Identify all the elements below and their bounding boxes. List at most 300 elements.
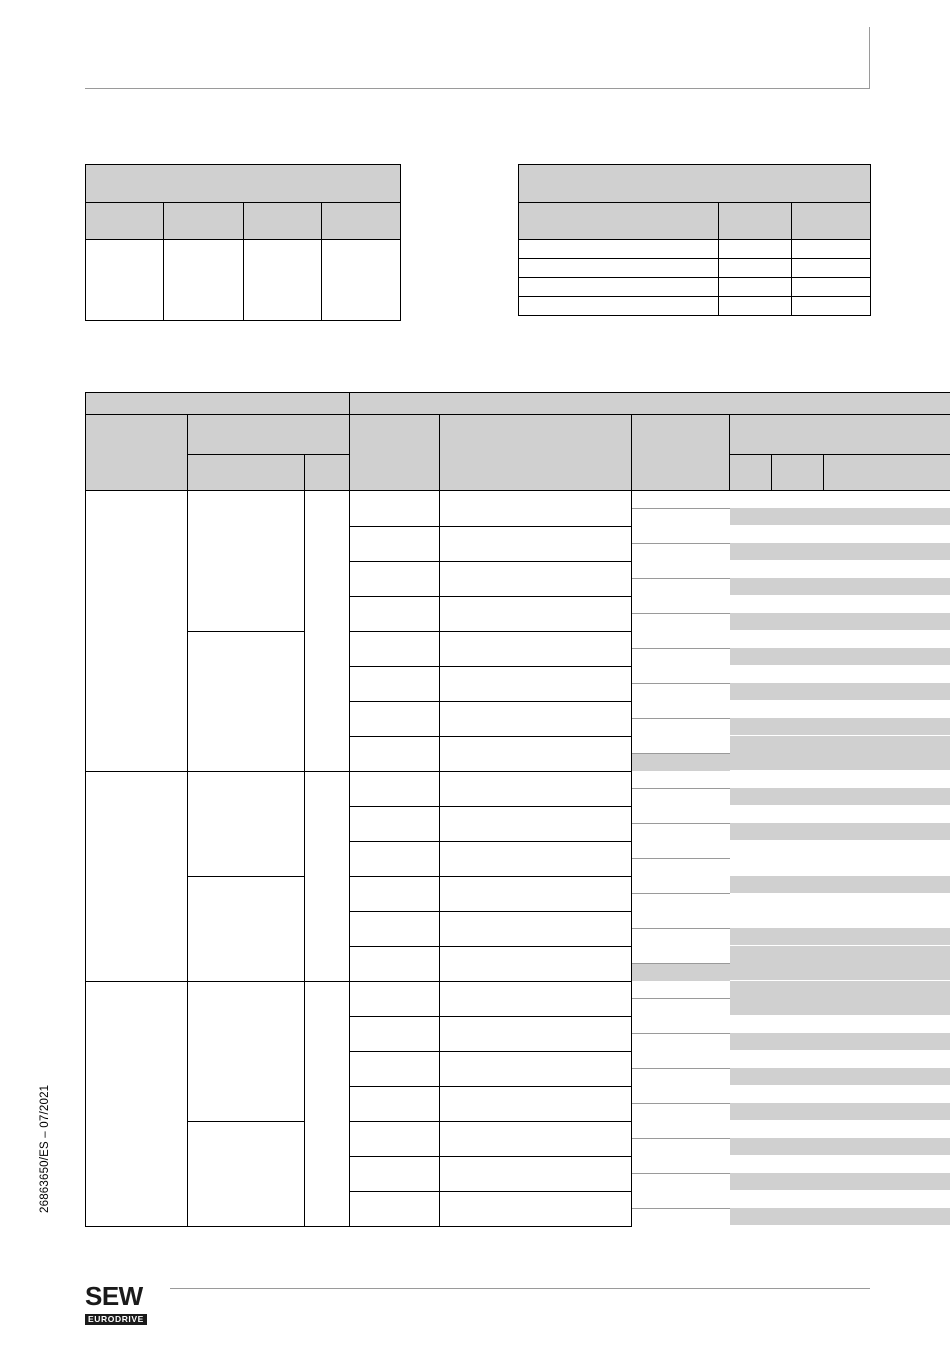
table-cell xyxy=(440,1156,632,1191)
table-cell xyxy=(350,946,440,981)
table-subcell xyxy=(632,841,730,859)
table-subcell-group xyxy=(632,806,730,841)
table-subcell xyxy=(730,928,772,945)
table-subcell xyxy=(730,1051,772,1068)
table-row xyxy=(86,203,401,240)
table-subcell xyxy=(730,491,772,508)
table-subcell-group xyxy=(730,1051,772,1086)
column-header xyxy=(519,203,719,240)
table-subcell xyxy=(824,1086,950,1103)
table-subcell xyxy=(632,946,730,964)
table-subcell xyxy=(632,666,730,684)
table-subcell-group xyxy=(730,666,772,701)
header-vertical-rule xyxy=(869,27,870,89)
table-subcell xyxy=(632,981,730,999)
table-subcell xyxy=(730,648,772,665)
table-subcell xyxy=(730,526,772,543)
table-subcell-group xyxy=(772,526,824,561)
table-subcell xyxy=(730,736,772,753)
table-subcell xyxy=(632,999,730,1016)
table-subcell-group xyxy=(824,876,950,911)
table-cell xyxy=(440,1121,632,1156)
table-subcell xyxy=(824,578,950,595)
table-subcell-group xyxy=(730,1191,772,1226)
table-subcell xyxy=(824,858,950,875)
table-subcell xyxy=(730,1208,772,1225)
column-header xyxy=(244,203,322,240)
table-subcell-group xyxy=(632,1191,730,1226)
table-row xyxy=(86,771,950,806)
table-row xyxy=(86,415,950,455)
table-subcell xyxy=(772,561,824,578)
column-header xyxy=(188,415,350,455)
table-subcell-group xyxy=(632,876,730,911)
table-row xyxy=(86,981,950,1016)
table-cell xyxy=(440,1191,632,1226)
table-cell xyxy=(440,561,632,596)
column-header xyxy=(322,203,401,240)
table-cell xyxy=(440,631,632,666)
table-subcell xyxy=(772,753,824,770)
table-subcell xyxy=(730,1068,772,1085)
table-cell xyxy=(86,771,188,981)
table-subcell-group xyxy=(824,1086,950,1121)
table-subcell xyxy=(730,1156,772,1173)
table-subcell-group xyxy=(730,631,772,666)
table-subcell-group xyxy=(632,561,730,596)
table-subcell-group xyxy=(730,1121,772,1156)
top-right-data-table xyxy=(518,164,871,316)
table-subcell-group xyxy=(632,981,730,1016)
table-subcell-group xyxy=(632,1086,730,1121)
table-subcell-group xyxy=(772,841,824,876)
logo-wordmark: SEW xyxy=(85,1281,143,1311)
table-subcell xyxy=(632,894,730,911)
table-subcell-group xyxy=(772,806,824,841)
table-subcell-group xyxy=(772,771,824,806)
table-subcell xyxy=(730,946,772,963)
table-subcell-group xyxy=(772,596,824,631)
table-subcell xyxy=(772,648,824,665)
table-cell xyxy=(350,561,440,596)
table-subcell xyxy=(632,1034,730,1051)
table-subcell xyxy=(632,1069,730,1086)
table-cell xyxy=(86,981,188,1226)
table-subcell xyxy=(772,963,824,980)
table-subcell xyxy=(730,701,772,718)
table-cell xyxy=(350,981,440,1016)
column-header xyxy=(305,455,350,491)
table-subcell xyxy=(730,858,772,875)
table-subcell xyxy=(730,841,772,858)
table-subcell-group xyxy=(824,666,950,701)
table-subcell-group xyxy=(730,806,772,841)
table-subcell-group xyxy=(824,771,950,806)
table-row xyxy=(86,876,950,911)
table-title-cell xyxy=(86,165,401,203)
table-subcell xyxy=(632,561,730,579)
table-cell xyxy=(792,240,871,259)
table-subcell xyxy=(632,596,730,614)
column-header xyxy=(440,415,632,491)
table-cell xyxy=(86,491,188,772)
table-row xyxy=(86,165,401,203)
table-subcell xyxy=(772,893,824,910)
table-subcell-group xyxy=(730,1086,772,1121)
table-subcell-group xyxy=(730,1016,772,1051)
table-cell xyxy=(440,736,632,771)
table-cell xyxy=(350,911,440,946)
table-subcell xyxy=(730,1103,772,1120)
table-subcell xyxy=(730,753,772,770)
table-subcell xyxy=(632,684,730,701)
table-subcell-group xyxy=(632,526,730,561)
table-subcell xyxy=(772,1121,824,1138)
table-subcell xyxy=(632,1086,730,1104)
table-subcell xyxy=(772,526,824,543)
table-subcell xyxy=(824,1051,950,1068)
logo-subtitle: EURODRIVE xyxy=(85,1314,147,1325)
table-subcell xyxy=(824,963,950,980)
table-cell xyxy=(350,596,440,631)
table-subcell-group xyxy=(824,491,950,527)
table-subcell-group xyxy=(632,701,730,736)
table-subcell xyxy=(772,1068,824,1085)
table-cell xyxy=(792,259,871,278)
table-subcell xyxy=(632,614,730,631)
table-row xyxy=(519,297,871,316)
table-subcell xyxy=(632,631,730,649)
table-subcell xyxy=(632,911,730,929)
table-subcell xyxy=(824,648,950,665)
table-subcell-group xyxy=(730,736,772,771)
table-subcell xyxy=(772,578,824,595)
table-subcell-group xyxy=(632,1016,730,1051)
table-subcell-group xyxy=(730,876,772,911)
table-subcell xyxy=(824,596,950,613)
table-subcell xyxy=(730,561,772,578)
table-subcell-group xyxy=(632,631,730,666)
table-cell xyxy=(188,981,305,1121)
table-cell xyxy=(440,981,632,1016)
table-subcell xyxy=(824,1208,950,1225)
table-subcell-group xyxy=(824,981,950,1016)
table-subcell xyxy=(772,788,824,805)
table-subcell xyxy=(772,1138,824,1155)
table-subcell xyxy=(772,806,824,823)
table-subcell xyxy=(730,1173,772,1190)
table-subcell-group xyxy=(824,1051,950,1086)
table-subcell-group xyxy=(824,561,950,596)
table-cell xyxy=(719,278,792,297)
table-cell xyxy=(350,876,440,911)
table-cell xyxy=(350,841,440,876)
table-subcell xyxy=(730,911,772,928)
table-subcell xyxy=(772,858,824,875)
table-cell xyxy=(440,701,632,736)
table-subcell xyxy=(772,876,824,893)
table-subcell-group xyxy=(772,561,824,596)
table-subcell-group xyxy=(730,911,772,946)
column-header xyxy=(792,203,871,240)
table-subcell-group xyxy=(730,526,772,561)
table-subcell xyxy=(772,1156,824,1173)
table-subcell-group xyxy=(632,911,730,946)
table-subcell xyxy=(632,824,730,841)
table-subcell xyxy=(824,841,950,858)
table-cell xyxy=(188,1121,305,1226)
table-subcell-group xyxy=(772,1051,824,1086)
table-cell xyxy=(440,666,632,701)
table-row xyxy=(86,491,950,527)
table-subcell xyxy=(772,1103,824,1120)
table-cell xyxy=(440,946,632,981)
table-subcell xyxy=(824,508,950,525)
table-subcell xyxy=(772,613,824,630)
table-subcell xyxy=(772,911,824,928)
table-subcell xyxy=(824,753,950,770)
table-subcell xyxy=(632,701,730,719)
table-subcell-group xyxy=(632,771,730,806)
table-subcell-group xyxy=(824,1121,950,1156)
table-cell xyxy=(719,259,792,278)
table-subcell xyxy=(730,631,772,648)
table-cell xyxy=(350,806,440,841)
table-cell xyxy=(350,1156,440,1191)
table-subcell-group xyxy=(772,701,824,736)
table-subcell xyxy=(730,1121,772,1138)
table-subcell xyxy=(632,579,730,596)
table-cell xyxy=(440,771,632,806)
table-subcell xyxy=(632,876,730,894)
table-subcell-group xyxy=(730,946,772,981)
table-row xyxy=(519,165,871,203)
table-cell xyxy=(86,240,164,321)
group-header xyxy=(86,393,350,415)
table-subcell-group xyxy=(824,806,950,841)
table-subcell-group xyxy=(772,911,824,946)
table-subcell xyxy=(632,509,730,526)
table-subcell xyxy=(730,771,772,788)
table-row xyxy=(519,203,871,240)
table-subcell-group xyxy=(730,701,772,736)
table-subcell xyxy=(772,1208,824,1225)
table-cell xyxy=(188,771,305,876)
table-cell xyxy=(350,1051,440,1086)
table-cell xyxy=(519,297,719,316)
table-subcell xyxy=(824,876,950,893)
table-subcell xyxy=(772,666,824,683)
column-header xyxy=(730,415,950,455)
table-cell xyxy=(350,1121,440,1156)
table-subcell xyxy=(632,1121,730,1139)
table-subcell xyxy=(824,788,950,805)
table-row xyxy=(519,278,871,297)
table-subcell-group xyxy=(824,841,950,876)
table-subcell xyxy=(772,491,824,508)
table-row xyxy=(86,1121,950,1156)
table-cell xyxy=(792,297,871,316)
table-subcell xyxy=(824,1156,950,1173)
table-subcell-group xyxy=(632,736,730,771)
column-header xyxy=(164,203,244,240)
table-subcell xyxy=(632,1016,730,1034)
table-cell xyxy=(440,1016,632,1051)
table-cell xyxy=(164,240,244,321)
table-subcell-group xyxy=(772,631,824,666)
table-subcell xyxy=(632,929,730,946)
table-subcell xyxy=(730,1138,772,1155)
table-subcell-group xyxy=(772,736,824,771)
table-subcell xyxy=(772,998,824,1015)
table-subcell xyxy=(632,649,730,666)
table-subcell xyxy=(772,631,824,648)
column-header xyxy=(86,415,188,491)
table-subcell xyxy=(632,526,730,544)
table-cell xyxy=(440,1051,632,1086)
table-subcell xyxy=(824,823,950,840)
table-subcell xyxy=(730,666,772,683)
table-subcell xyxy=(824,928,950,945)
table-subcell xyxy=(824,1033,950,1050)
table-subcell xyxy=(824,981,950,998)
table-cell xyxy=(350,1191,440,1226)
table-subcell-group xyxy=(772,666,824,701)
table-subcell xyxy=(730,1033,772,1050)
table-cell xyxy=(305,981,350,1226)
table-subcell xyxy=(632,1104,730,1121)
table-subcell xyxy=(772,718,824,735)
table-subcell xyxy=(730,981,772,998)
table-subcell-group xyxy=(824,526,950,561)
table-cell xyxy=(350,631,440,666)
table-subcell-group xyxy=(730,981,772,1016)
table-subcell-group xyxy=(824,1156,950,1191)
table-subcell xyxy=(730,806,772,823)
table-cell xyxy=(350,491,440,527)
table-subcell-group xyxy=(824,701,950,736)
table-cell xyxy=(305,771,350,981)
table-cell xyxy=(719,240,792,259)
table-subcell xyxy=(730,1191,772,1208)
table-subcell xyxy=(730,613,772,630)
column-header xyxy=(824,455,950,491)
top-left-data-table xyxy=(85,164,401,321)
table-subcell xyxy=(824,666,950,683)
table-subcell xyxy=(730,596,772,613)
table-subcell-group xyxy=(824,1016,950,1051)
table-subcell xyxy=(772,771,824,788)
table-subcell xyxy=(824,771,950,788)
table-cell xyxy=(350,1086,440,1121)
table-subcell xyxy=(632,1209,730,1226)
table-subcell xyxy=(632,754,730,771)
table-subcell xyxy=(632,859,730,876)
table-subcell-group xyxy=(772,981,824,1016)
table-subcell xyxy=(730,1016,772,1033)
table-subcell xyxy=(824,736,950,753)
table-subcell xyxy=(772,1173,824,1190)
table-title-cell xyxy=(519,165,871,203)
table-subcell xyxy=(772,1016,824,1033)
table-subcell xyxy=(632,1139,730,1156)
table-subcell xyxy=(730,876,772,893)
table-subcell xyxy=(824,683,950,700)
table-subcell xyxy=(730,508,772,525)
table-subcell-group xyxy=(632,1121,730,1156)
table-cell xyxy=(440,911,632,946)
table-subcell xyxy=(824,491,950,508)
table-subcell-group xyxy=(632,1051,730,1086)
table-subcell xyxy=(772,543,824,560)
table-subcell xyxy=(730,1086,772,1103)
table-subcell-group xyxy=(772,876,824,911)
table-subcell xyxy=(730,823,772,840)
table-subcell xyxy=(772,596,824,613)
table-subcell xyxy=(632,491,730,509)
table-subcell-group xyxy=(632,841,730,876)
table-cell xyxy=(350,736,440,771)
column-header xyxy=(188,455,305,491)
table-cell xyxy=(440,491,632,527)
table-cell xyxy=(350,666,440,701)
table-subcell xyxy=(772,823,824,840)
table-subcell xyxy=(730,998,772,1015)
table-cell xyxy=(519,259,719,278)
table-subcell-group xyxy=(632,491,730,527)
table-subcell xyxy=(632,719,730,736)
table-subcell xyxy=(772,701,824,718)
table-subcell xyxy=(824,561,950,578)
table-subcell xyxy=(730,963,772,980)
table-subcell xyxy=(824,526,950,543)
table-subcell xyxy=(632,789,730,806)
table-subcell xyxy=(772,736,824,753)
table-subcell xyxy=(772,946,824,963)
table-subcell xyxy=(772,1051,824,1068)
table-subcell xyxy=(772,928,824,945)
table-subcell xyxy=(824,1121,950,1138)
table-subcell xyxy=(824,1103,950,1120)
table-subcell xyxy=(632,1051,730,1069)
table-cell xyxy=(322,240,401,321)
group-header xyxy=(350,393,950,415)
table-subcell-group xyxy=(772,1191,824,1226)
table-row xyxy=(86,240,401,321)
table-subcell-group xyxy=(824,946,950,981)
table-cell xyxy=(519,240,719,259)
table-subcell xyxy=(772,683,824,700)
table-cell xyxy=(440,876,632,911)
sew-eurodrive-logo xyxy=(85,1281,173,1324)
table-subcell xyxy=(824,1191,950,1208)
table-cell xyxy=(244,240,322,321)
table-subcell xyxy=(824,946,950,963)
table-cell xyxy=(305,491,350,772)
table-subcell xyxy=(730,788,772,805)
table-cell xyxy=(350,771,440,806)
column-header xyxy=(350,415,440,491)
table-subcell-group xyxy=(772,491,824,527)
table-cell xyxy=(440,1086,632,1121)
table-subcell xyxy=(824,1138,950,1155)
table-subcell xyxy=(632,771,730,789)
table-cell xyxy=(440,841,632,876)
main-data-table xyxy=(85,392,950,1227)
table-subcell xyxy=(632,1174,730,1191)
table-subcell-group xyxy=(730,491,772,527)
table-cell xyxy=(350,701,440,736)
